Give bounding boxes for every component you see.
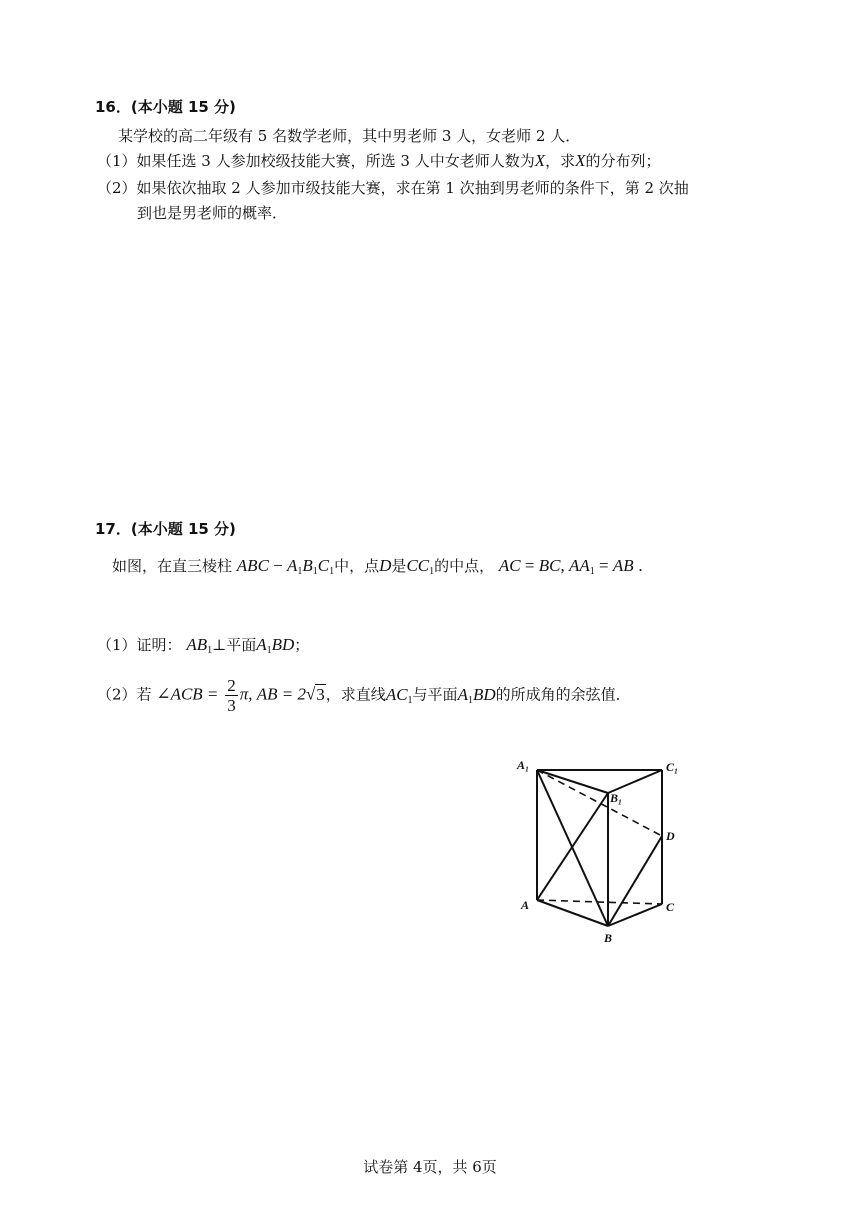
q17-stem-c: 是 — [391, 557, 407, 575]
segment-ab1 — [537, 793, 608, 900]
var-x: X — [575, 151, 586, 170]
q16-points: (本小题 15 分) — [130, 98, 236, 116]
plane-a1bd: $A_1BD$ — [457, 684, 496, 706]
q17-part2: （2）若 ∠ACB = $\frac{2}{3}$ π, AB = 2√3，求直线$AC_1$与平面$A_1BD$的所成角的余弦值． — [97, 676, 631, 715]
label-a: A — [521, 898, 530, 912]
q17-number: 17． — [95, 520, 131, 538]
q17-stem-d: 的中点， — [434, 557, 495, 575]
q16-number: 16． — [95, 98, 131, 116]
q17-part2-mid: ，求直线 — [325, 685, 386, 704]
q17-header — [95, 518, 236, 539]
segment-bd — [608, 836, 662, 926]
q16-part1 — [97, 150, 661, 171]
angle-acb: ∠ACB = — [156, 684, 219, 704]
q17-part1 — [97, 634, 309, 656]
q17-stem-b: 中，点 — [334, 557, 380, 575]
q17-stem-a: 如图，在直三棱柱 — [112, 557, 233, 575]
q17-part2-prefix: （2）若 — [97, 685, 152, 704]
q17-part1-mid: ⊥平面 — [212, 636, 257, 654]
label-b1: B₁ — [610, 791, 623, 805]
q16-stem: 某学校的高二年级有 5 名数学老师，其中男老师 3 人，女老师 2 人． — [118, 127, 581, 145]
q16-part1-prefix: （1）如果任选 3 人参加校级技能大赛，所选 3 人中女老师人数为 — [97, 152, 535, 170]
fraction-numerator: 2 — [227, 676, 236, 695]
q17-part1-prefix: （1）证明： — [97, 636, 182, 654]
label-c: C — [666, 900, 675, 914]
fraction-two-thirds — [225, 676, 238, 715]
q16-part1-suffix: 的分布列； — [585, 152, 661, 170]
plane-a1bd: $A_1BD$ — [256, 635, 295, 656]
q16-part1-mid: ，求 — [545, 152, 576, 170]
q16-part2-line1: （2）如果依次抽取 2 人参加市级技能大赛，求在第 1 次抽到男老师的条件下，第 2 次抽 — [97, 179, 689, 197]
q17-part2-mid2: 与平面 — [412, 685, 458, 704]
prism-formula: ABC − $A_1B_1C_1$ — [236, 556, 335, 577]
label-a1: A₁ — [517, 758, 530, 772]
q17-stem: 如图，在直三棱柱 ABC − $A_1B_1C_1$中，点D是$CC_1$的中点， AC = BC, $AA_1$ = AB . — [112, 556, 643, 577]
edge-ac-hidden — [537, 900, 662, 904]
sqrt-radicand: 3 — [316, 684, 325, 704]
label-d: D — [666, 829, 675, 843]
ab-value: π, AB = 2 — [239, 684, 306, 704]
segment-cc1: $CC_1$ — [406, 556, 435, 577]
q17-part1-suffix: ； — [294, 636, 310, 654]
fraction-denominator: 3 — [227, 696, 236, 715]
condition-formula: AC = BC, $AA_1$ = AB — [498, 556, 634, 577]
q16-part2-line2: 到也是男老师的概率． — [137, 204, 288, 222]
point-d: D — [379, 556, 392, 575]
prism-figure — [510, 752, 710, 952]
edge-bc — [608, 904, 662, 926]
page-footer: 试卷第 4页，共 6页 — [363, 1158, 497, 1176]
q17-part2-suffix: 的所成角的余弦值． — [495, 685, 631, 704]
edge-b1c1 — [608, 770, 662, 793]
label-b: B — [604, 931, 613, 945]
line-ac1: $AC_1$ — [385, 684, 413, 706]
var-x: X — [534, 151, 546, 170]
segment-a1d-hidden — [537, 770, 662, 836]
q17-points: (本小题 15 分) — [130, 520, 236, 538]
q16-header — [95, 96, 236, 117]
label-c1: C₁ — [666, 760, 679, 774]
segment-ab1: $AB_1$ — [186, 635, 213, 656]
